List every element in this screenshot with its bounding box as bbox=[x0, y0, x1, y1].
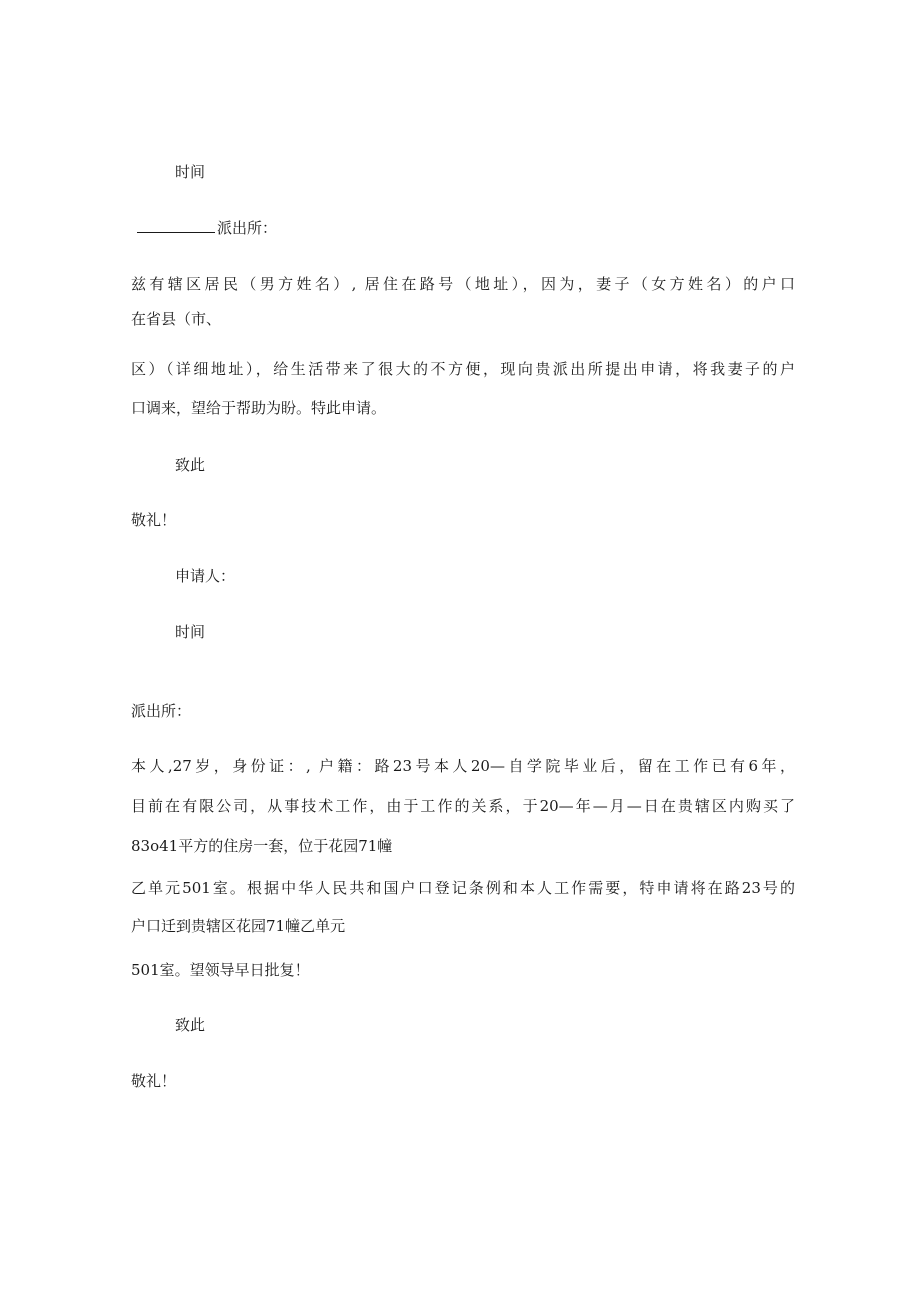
letter1-closing: 致此 bbox=[175, 456, 206, 474]
time-label-top: 时间 bbox=[175, 163, 206, 181]
letter2-body-line-4: 乙单元501室。根据中华人民共和国户口登记条例和本人工作需要，特申请将在路23号的 bbox=[131, 879, 795, 897]
letter2-body-line-2: 目前在有限公司，从事技术工作，由于工作的关系，于20—年—月—日在贵辖区内购买了 bbox=[131, 797, 795, 815]
letter2-body-line-3: 83o41平方的住房一套，位于花园71幢 bbox=[131, 837, 393, 855]
name-blank-line bbox=[137, 218, 215, 233]
police-station-addressee bbox=[137, 218, 277, 238]
letter1-body-line-4: 口调来，望给于帮助为盼。特此申请。 bbox=[131, 399, 387, 417]
time-label-bottom: 时间 bbox=[175, 623, 206, 641]
station-label: 派出所： bbox=[217, 219, 278, 237]
letter2-body-line-1: 本人,27岁，身份证：, 户籍：路23号本人20—自学院毕业后，留在工作已有6年， bbox=[131, 757, 795, 775]
letter1-body-line-3: 区）（详细地址），给生活带来了很大的不方便，现向贵派出所提出申请，将我妻子的户 bbox=[131, 360, 795, 378]
letter1-body-line-1: 兹有辖区居民（男方姓名）, 居住在路号（地址），因为，妻子（女方姓名）的户口 bbox=[131, 275, 795, 293]
letter2-closing: 致此 bbox=[175, 1016, 206, 1034]
letter2-salute: 敬礼！ bbox=[131, 1072, 177, 1090]
letter1-salute: 敬礼！ bbox=[131, 511, 177, 529]
letter2-body-line-6: 501室。望领导早日批复！ bbox=[131, 961, 310, 979]
letter2-body-line-5: 户口迁到贵辖区花园71幢乙单元 bbox=[131, 917, 346, 935]
letter2-station-label: 派出所： bbox=[131, 702, 192, 720]
applicant-label: 申请人： bbox=[175, 567, 236, 585]
letter1-body-line-2: 在省县（市、 bbox=[131, 310, 222, 328]
